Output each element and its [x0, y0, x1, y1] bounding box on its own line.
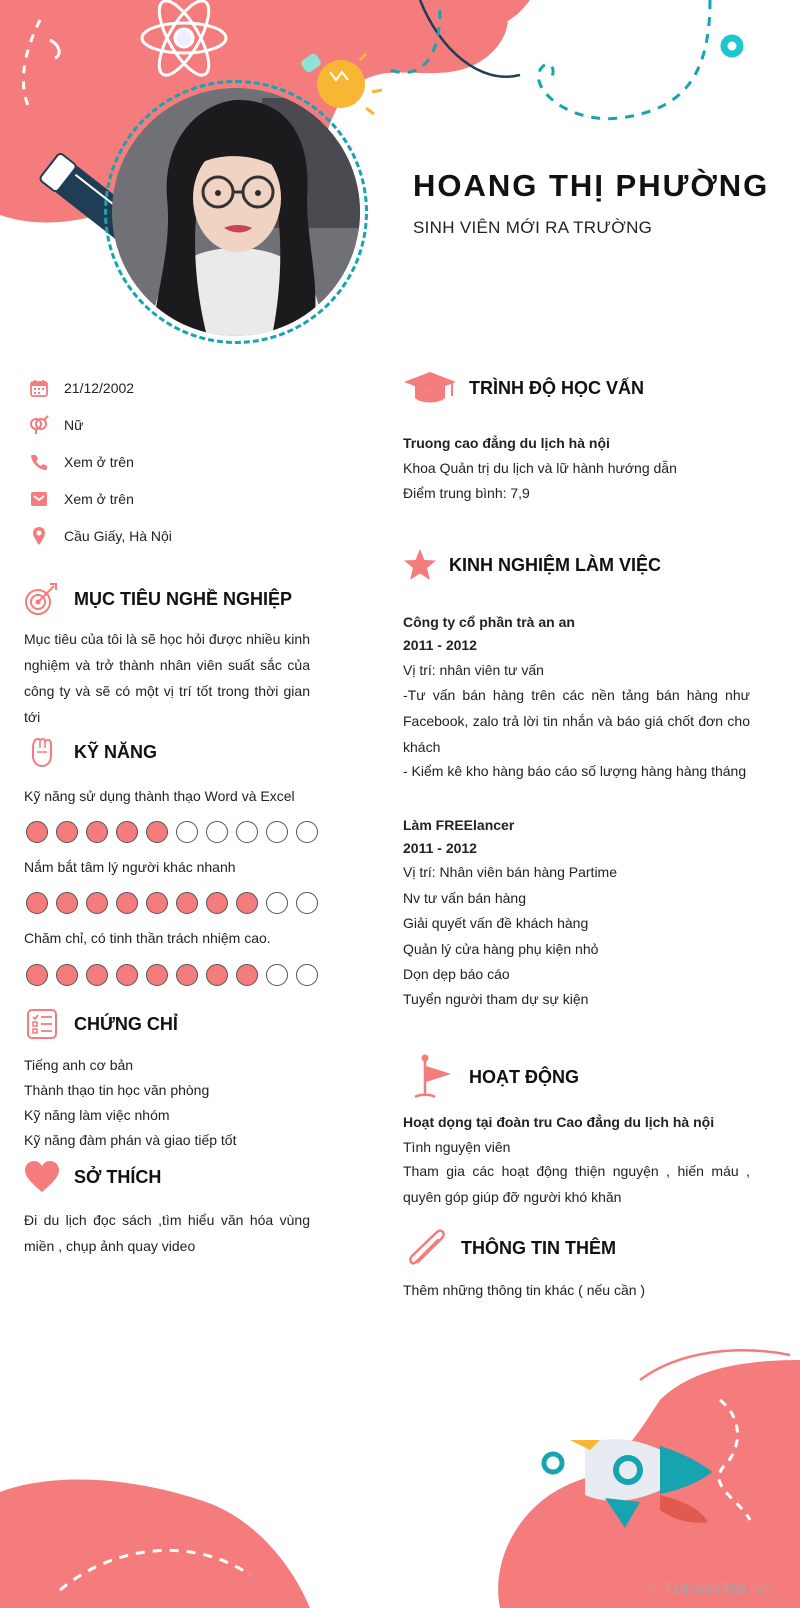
job-period: 2011 - 2012: [403, 840, 477, 856]
activity-org: Hoạt dọng tại đoàn tru Cao đẳng du lịch hà nội: [403, 1114, 715, 1130]
rating-dot-filled: [146, 821, 168, 843]
contact-phone: [28, 450, 134, 474]
extra-text: Thêm những thông tin khác ( nếu cần ): [403, 1282, 646, 1298]
section-hobbies-header: [24, 1160, 161, 1194]
rating-dot-empty: [266, 821, 288, 843]
section-title: KINH NGHIỆM LÀM VIỆC: [449, 554, 662, 575]
job-line: Dọn dẹp báo cáo: [403, 966, 510, 982]
rating-dot-empty: [266, 892, 288, 914]
contact-text: Cầu Giấy, Hà Nội: [64, 528, 172, 544]
section-skills-header: [24, 736, 157, 768]
contact-location: [28, 524, 172, 548]
flag-icon: [403, 1054, 457, 1100]
section-objective-header: [24, 582, 292, 616]
checklist-icon: [24, 1008, 60, 1040]
rating-dot-filled: [56, 964, 78, 986]
activity-description: Tham gia các hoạt động thiện nguyện , hiến máu , quyên góp giúp đỡ người khó khăn: [403, 1163, 750, 1205]
rating-dot-empty: [296, 821, 318, 843]
section-experience-header: [403, 548, 661, 582]
star-icon: [403, 548, 437, 582]
section-activities-header: [403, 1054, 579, 1100]
contact-text: Xem ở trên: [64, 491, 134, 507]
education-line: Điểm trung bình: 7,9: [403, 485, 530, 501]
certificate-item: Kỹ năng làm việc nhóm: [24, 1107, 170, 1123]
location-icon: [28, 525, 50, 547]
candidate-name: HOANG THỊ PHƯỜNG: [413, 168, 770, 203]
rating-dot-filled: [146, 892, 168, 914]
calendar-icon: [28, 377, 50, 399]
job-description: -Tư vấn bán hàng trên các nền tảng bán hàng như Facebook, zalo trả lời tin nhắn và báo giá chốt đơn cho khách: [403, 687, 750, 755]
job-company: Làm FREElancer: [403, 817, 515, 833]
target-icon: [24, 582, 60, 616]
candidate-subtitle: SINH VIÊN MỚI RA TRƯỜNG: [413, 218, 653, 237]
skill-rating: [26, 892, 326, 914]
rating-dot-empty: [266, 964, 288, 986]
rating-dot-filled: [26, 892, 48, 914]
section-extra-header: [403, 1228, 616, 1268]
section-title: MỤC TIÊU NGHỀ NGHIỆP: [74, 588, 293, 609]
section-title: THÔNG TIN THÊM: [461, 1237, 616, 1258]
rating-dot-filled: [236, 964, 258, 986]
section-title: SỞ THÍCH: [74, 1166, 162, 1187]
contact-gender: [28, 413, 83, 437]
rating-dot-filled: [116, 964, 138, 986]
education-school: Truong cao đẳng du lịch hà nội: [403, 435, 610, 451]
rating-dot-filled: [236, 892, 258, 914]
skill-name: Nắm bắt tâm lý người khác nhanh: [24, 859, 236, 875]
job-line: Quản lý cửa hàng phụ kiện nhỏ: [403, 941, 599, 957]
section-title: TRÌNH ĐỘ HỌC VẤN: [469, 377, 644, 398]
rating-dot-filled: [206, 964, 228, 986]
job-line: Tuyển người tham dự sự kiện: [403, 991, 589, 1007]
section-certificates-header: [24, 1008, 178, 1040]
rating-dot-filled: [56, 821, 78, 843]
certificate-item: Thành thạo tin học văn phòng: [24, 1082, 210, 1098]
skill-name: Chăm chỉ, có tinh thần trách nhiệm cao.: [24, 930, 271, 946]
skill-name: Kỹ năng sử dụng thành thạo Word và Excel: [24, 788, 295, 804]
contact-birthdate: [28, 376, 134, 400]
certificate-item: Kỹ năng đàm phán và giao tiếp tốt: [24, 1132, 237, 1148]
job-description: - Kiểm kê kho hàng báo cáo số lượng hàng hàng tháng: [403, 763, 747, 779]
section-title: KỸ NĂNG: [74, 741, 158, 762]
contact-text: Xem ở trên: [64, 454, 134, 470]
rating-dot-empty: [176, 821, 198, 843]
fist-icon: [24, 736, 60, 768]
watermark: ∴ Timviec365.vn: [647, 1582, 772, 1597]
phone-icon: [28, 451, 50, 473]
rating-dot-filled: [26, 821, 48, 843]
rating-dot-empty: [296, 892, 318, 914]
avatar: [112, 88, 360, 336]
rating-dot-filled: [116, 821, 138, 843]
section-education-header: [403, 370, 644, 406]
education-line: Khoa Quản trị du lịch và lữ hành hướng dẫn: [403, 460, 677, 476]
section-title: CHỨNG CHỈ: [74, 1013, 178, 1034]
rating-dot-filled: [56, 892, 78, 914]
contact-text: 21/12/2002: [64, 380, 135, 396]
rating-dot-filled: [26, 964, 48, 986]
rating-dot-empty: [236, 821, 258, 843]
heart-icon: [24, 1160, 60, 1194]
certificate-item: Tiếng anh cơ bản: [24, 1057, 134, 1073]
skill-rating: [26, 964, 326, 986]
job-period: 2011 - 2012: [403, 637, 477, 653]
job-line: Giải quyết vấn đề khách hàng: [403, 915, 589, 931]
gender-icon: [28, 414, 50, 436]
contact-email: [28, 487, 134, 511]
section-title: HOẠT ĐỘNG: [469, 1066, 579, 1087]
job-company: Công ty cổ phần trà an an: [403, 614, 575, 630]
activity-role: Tình nguyện viên: [403, 1139, 511, 1155]
rating-dot-empty: [206, 821, 228, 843]
email-icon: [28, 488, 50, 510]
rating-dot-filled: [206, 892, 228, 914]
rating-dot-filled: [86, 964, 108, 986]
contact-text: Nữ: [64, 417, 84, 433]
objective-text: Mục tiêu của tôi là sẽ học hỏi được nhiều kinh nghiệm và trở thành nhân viên suất sắc của công ty và sẽ có một vị trí tốt trong thời gian tới: [24, 631, 310, 725]
paperclip-icon: [403, 1228, 449, 1268]
skill-rating: [26, 821, 326, 843]
rating-dot-filled: [146, 964, 168, 986]
rating-dot-filled: [176, 892, 198, 914]
rating-dot-filled: [176, 964, 198, 986]
rating-dot-filled: [116, 892, 138, 914]
job-line: Nv tư vấn bán hàng: [403, 890, 527, 906]
graduation-cap-icon: [403, 370, 457, 406]
job-position: Vị trí: nhân viên tư vấn: [403, 662, 544, 678]
rating-dot-filled: [86, 892, 108, 914]
hobbies-text: Đi du lịch đọc sách ,tìm hiểu văn hóa vùng miền , chụp ảnh quay video: [24, 1212, 310, 1254]
rating-dot-filled: [86, 821, 108, 843]
rating-dot-empty: [296, 964, 318, 986]
job-line: Vị trí: Nhân viên bán hàng Partime: [403, 864, 618, 880]
